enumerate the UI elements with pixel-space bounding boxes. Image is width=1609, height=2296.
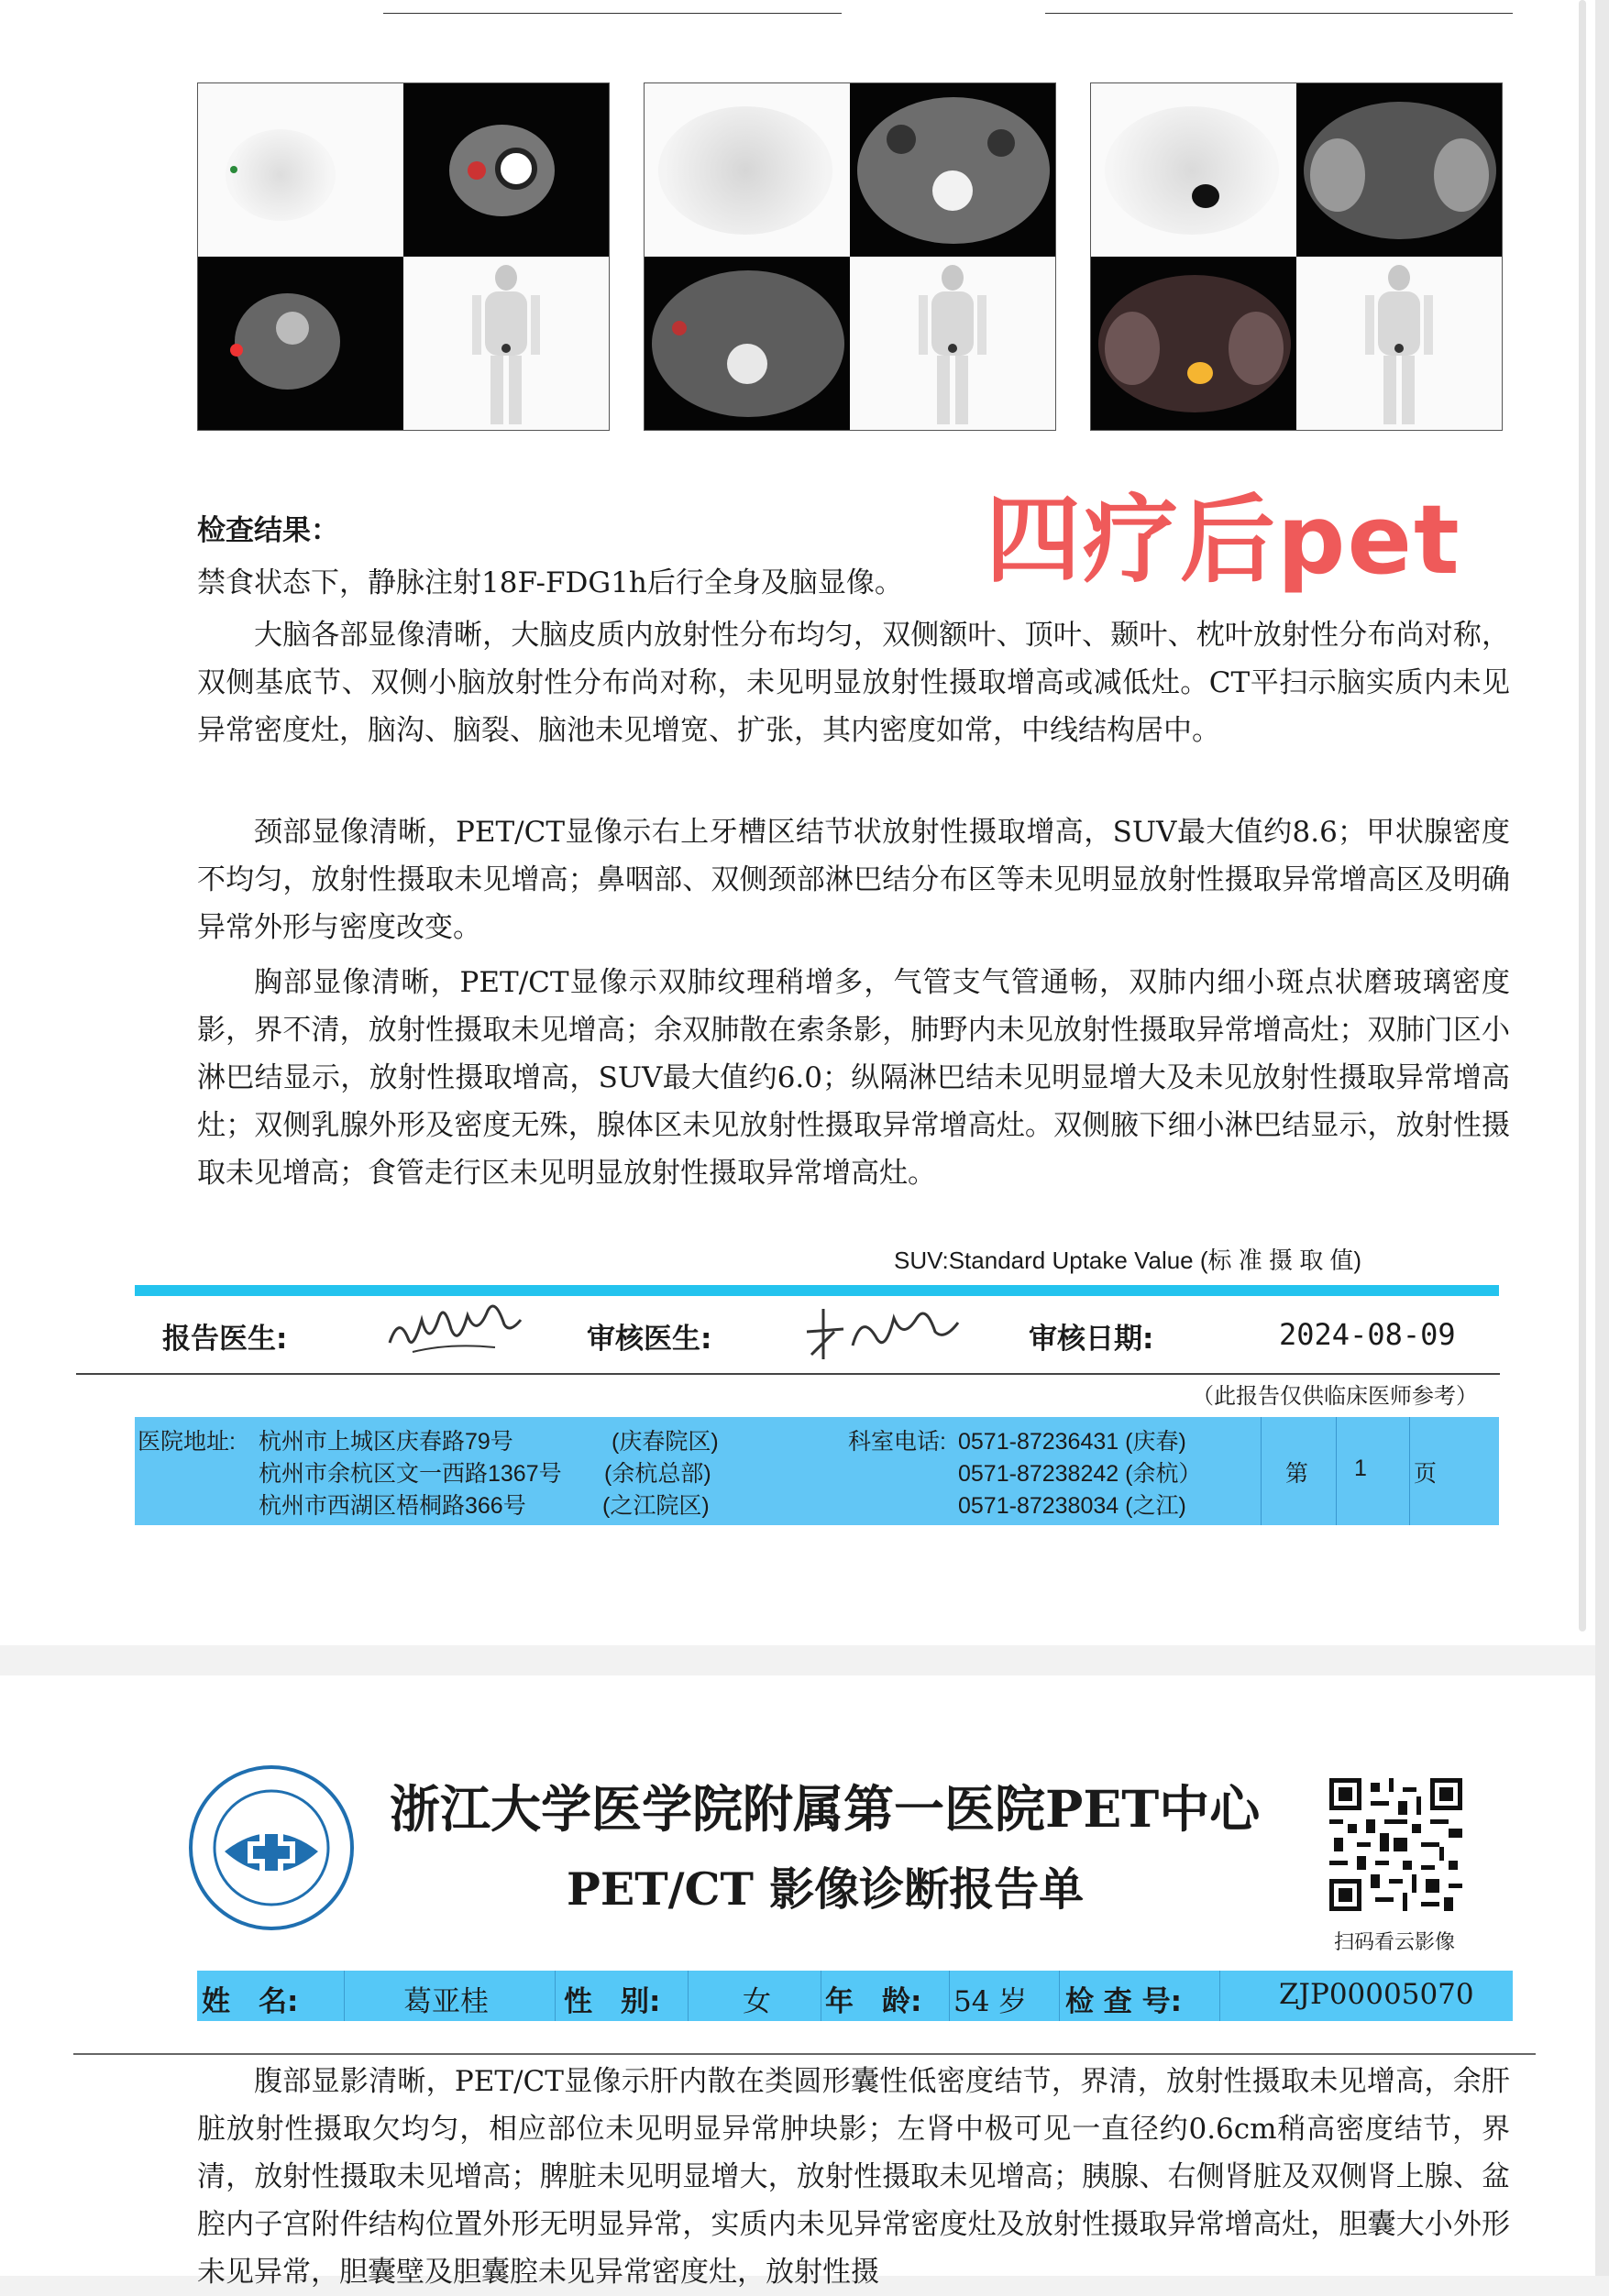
findings-abdomen: 腹部显影清晰，PET/CT显像示肝内散在类圆形囊性低密度结节，界清，放射性摄取未见增高，余肝脏放射性摄取欠均匀，相应部位未见明显异常肿块影；左肾中极可见一直径约0.6cm稍高密度结节，界清，放射性摄取未见增高；脾脏未见明显增大，放射性摄取未见增高；胰腺、右侧肾脏及双侧肾上腺、盆腔内子宫附件结构位置外形无明显异常，实质内未见异常密度灶及放射性摄取异常增高灶，胆囊大小外形未见异常，胆囊壁及胆囊腔未见异常密度灶，放射性摄 bbox=[197, 2065, 1510, 2289]
campus-qingchun: (庆春院区) bbox=[612, 1429, 719, 1455]
header-rule bbox=[73, 2053, 1536, 2055]
pet-image-panel-1 bbox=[197, 82, 610, 431]
disclaimer: （此报告仅供临床医师参考） bbox=[1192, 1383, 1478, 1409]
patient-info-bar bbox=[197, 1971, 1513, 2021]
ct-axial-view bbox=[1296, 83, 1502, 257]
window-edge bbox=[1595, 0, 1609, 2276]
findings-chest: 胸部显像清晰，PET/CT显像示双肺纹理稍增多，气管支气管通畅，双肺内细小斑点状磨玻璃密度影，界不清，放射性摄取未见增高；余双肺散在索条影，肺野内未见放射性摄取异常增高灶；双肺门区小淋巴结显示，放射性摄取增高，SUV最大值约6.0；纵隔淋巴结未见明显增大及未见放射性摄取异常增高灶；双侧乳腺外形及密度无殊，腺体区未见放射性摄取异常增高灶。双侧腋下细小淋巴结显示，放射性摄取未见增高；食管走行区未见明显放射性摄取异常增高灶。 bbox=[197, 966, 1510, 1190]
exam-no-label: 检 查 号: bbox=[1065, 1985, 1182, 2018]
info-divider bbox=[949, 1971, 950, 2021]
name-label: 姓 名: bbox=[202, 1985, 299, 2018]
annotation-stamp: 四疗后pet bbox=[986, 484, 1461, 596]
report-title: PET/CT 影像诊断报告单 bbox=[567, 1862, 1085, 1916]
info-divider bbox=[1059, 1971, 1060, 2021]
patient-name: 葛亚桂 bbox=[403, 1985, 489, 2018]
patient-age: 54 岁 bbox=[953, 1985, 1028, 2018]
sex-label: 性 别: bbox=[564, 1985, 661, 2018]
review-date: 2024-08-09 bbox=[1279, 1317, 1456, 1352]
pet-image-panel-3 bbox=[1090, 82, 1503, 431]
fusion-axial-view bbox=[198, 257, 403, 430]
phone-yuhang: 0571-87238242 (余杭） bbox=[958, 1461, 1202, 1487]
address-zhijiang: 杭州市西湖区梧桐路366号 bbox=[259, 1493, 526, 1519]
findings-intro: 禁食状态下，静脉注射18F-FDG1h后行全身及脑显像。 bbox=[197, 566, 903, 599]
hospital-name: 浙江大学医学院附属第一医院PET中心 bbox=[390, 1779, 1261, 1839]
fusion-axial-view bbox=[645, 257, 850, 430]
campus-yuhang: (余杭总部) bbox=[604, 1461, 711, 1487]
phone-zhijiang: 0571-87238034 (之江) bbox=[958, 1493, 1186, 1519]
phone-qingchun: 0571-87236431 (庆春) bbox=[958, 1429, 1186, 1455]
findings-neck: 颈部显像清晰，PET/CT显像示右上牙槽区结节状放射性摄取增高，SUV最大值约8.6；甲状腺密度不均匀，放射性摄取未见增高；鼻咽部、双侧颈部淋巴结分布区等未见明显放射性摄取异常增高区及明确异常外形与密度改变。 bbox=[197, 816, 1510, 944]
footer-divider bbox=[1261, 1417, 1262, 1525]
age-label: 年 龄: bbox=[825, 1985, 922, 2018]
report-doctor-label: 报告医生: bbox=[162, 1323, 288, 1356]
signature-rule bbox=[76, 1373, 1500, 1375]
footer-divider bbox=[1409, 1417, 1410, 1525]
qr-caption: 扫码看云影像 bbox=[1334, 1931, 1456, 1954]
address-qingchun: 杭州市上城区庆春路79号 bbox=[259, 1429, 513, 1455]
divider-bar bbox=[135, 1285, 1499, 1296]
findings-title: 检查结果： bbox=[197, 514, 339, 547]
hospital-footer bbox=[135, 1417, 1499, 1525]
fusion-axial-view bbox=[1091, 257, 1296, 430]
pet-image-panel-2 bbox=[644, 82, 1056, 431]
address-yuhang: 杭州市余杭区文一西路1367号 bbox=[259, 1461, 562, 1487]
page-prefix: 第 bbox=[1285, 1461, 1309, 1487]
mip-view bbox=[850, 257, 1055, 430]
phone-label: 科室电话: bbox=[848, 1429, 946, 1455]
info-divider bbox=[688, 1971, 689, 2021]
suv-note: SUV:Standard Uptake Value (标 准 摄 取 值) bbox=[894, 1247, 1362, 1274]
patient-sex: 女 bbox=[743, 1985, 771, 2018]
pet-axial-view bbox=[198, 83, 403, 257]
top-rule-right bbox=[1045, 13, 1513, 14]
page-number: 1 bbox=[1354, 1456, 1367, 1481]
ct-axial-view bbox=[403, 83, 609, 257]
exam-number: ZJP00005070 bbox=[1279, 1978, 1474, 2011]
scrollbar[interactable] bbox=[1579, 0, 1586, 1631]
mip-view bbox=[1296, 257, 1502, 430]
review-date-label: 审核日期: bbox=[1029, 1323, 1154, 1356]
hospital-logo bbox=[188, 1764, 355, 1931]
review-doctor-label: 审核医生: bbox=[587, 1323, 712, 1356]
ct-axial-view bbox=[850, 83, 1055, 257]
info-divider bbox=[1219, 1971, 1220, 2021]
campus-zhijiang: (之江院区) bbox=[602, 1493, 710, 1519]
mip-view bbox=[403, 257, 609, 430]
findings-brain: 大脑各部显像清晰，大脑皮质内放射性分布均匀，双侧额叶、顶叶、颞叶、枕叶放射性分布尚对称，双侧基底节、双侧小脑放射性分布尚对称，未见明显放射性摄取增高或减低灶。CT平扫示脑实质内未见异常密度灶，脑沟、脑裂、脑池未见增宽、扩张，其内密度如常，中线结构居中。 bbox=[197, 619, 1510, 747]
pet-axial-view bbox=[1091, 83, 1296, 257]
address-label: 医院地址: bbox=[138, 1429, 236, 1455]
review-doctor-signature bbox=[798, 1300, 963, 1368]
info-divider bbox=[555, 1971, 556, 2021]
qr-code-icon[interactable] bbox=[1329, 1778, 1462, 1911]
report-doctor-signature bbox=[385, 1302, 532, 1366]
pet-axial-view bbox=[645, 83, 850, 257]
info-divider bbox=[344, 1971, 345, 2021]
page-suffix: 页 bbox=[1414, 1461, 1438, 1487]
top-rule-left bbox=[383, 13, 842, 14]
footer-divider bbox=[1336, 1417, 1337, 1525]
